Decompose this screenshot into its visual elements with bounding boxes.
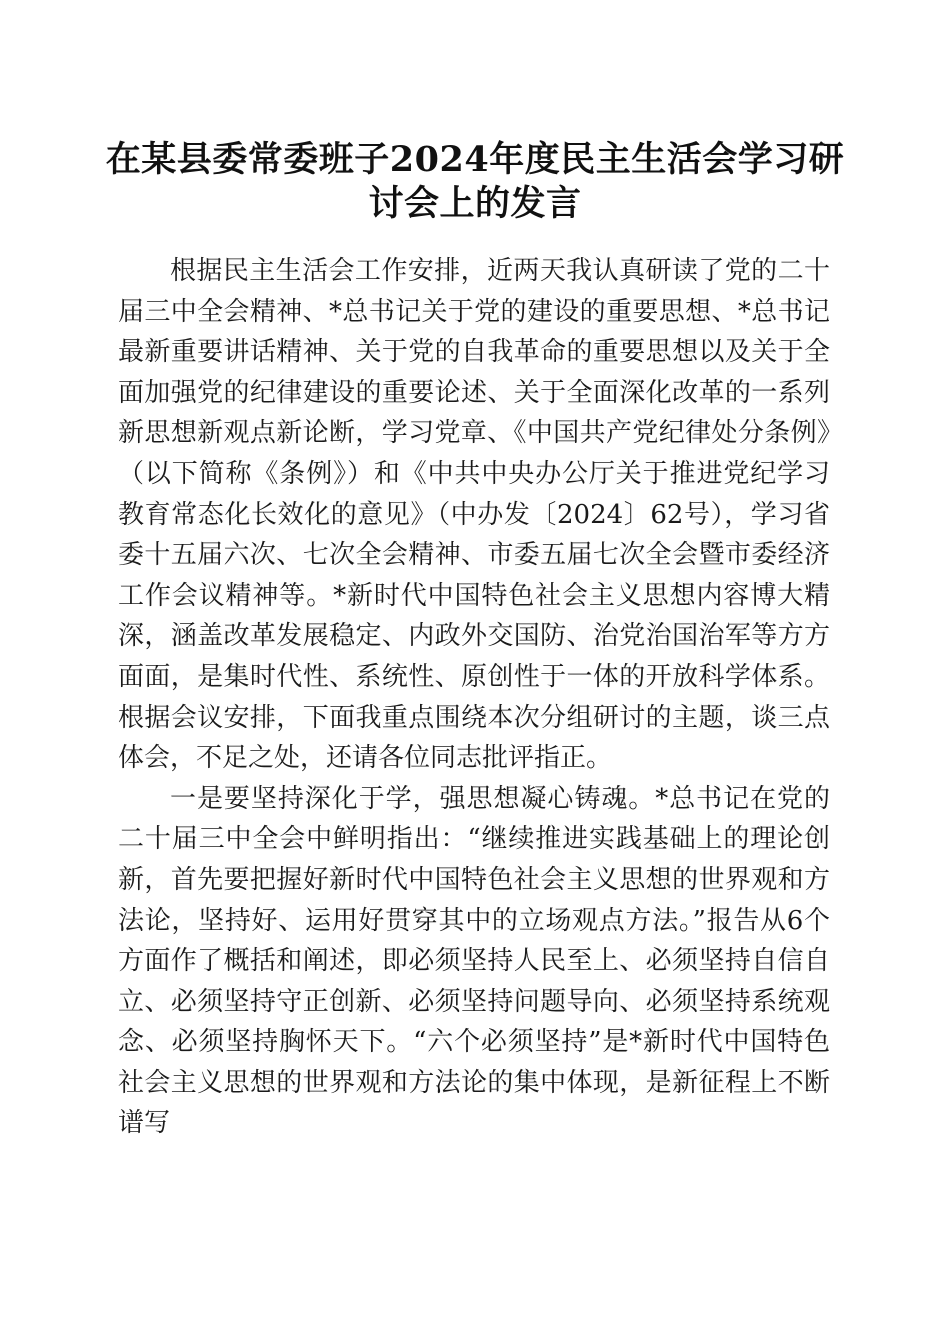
paragraph-intro: 根据民主生活会工作安排，近两天我认真研读了党的二十届三中全会精神、*总书记关于党的建设的重要思想、*总书记最新重要讲话精神、关于党的自我革命的重要思想以及关于全面加强党的纪律建设的重要论述、关于全面深化改革的一系列新思想新观点新论断，学习党章、《中国共产党纪律处分条例》（以下简称《条例》）和《中共中央办公厅关于推进党纪学习教育常态化长效化的意见》（中办发〔2024〕62号），学习省委十五届六次、七次全会精神、市委五届七次全会暨市委经济工作会议精神等。*新时代中国特色社会主义思想内容博大精深，涵盖改革发展稳定、内政外交国防、治党治国治军等方方面面，是集时代性、系统性、原创性于一体的开放科学体系。根据会议安排，下面我重点围绕本次分组研讨的主题，谈三点体会，不足之处，还请各位同志批评指正。	[118, 256, 830, 774]
document-title: 在某县委常委班子2024年度民主生活会学习研讨会上的发言	[105, 139, 845, 224]
document-body	[118, 251, 830, 1144]
paragraph-point-one: 一是要坚持深化于学，强思想凝心铸魂。*总书记在党的二十届三中全会中鲜明指出：“继续推进实践基础上的理论创新，首先要把握好新时代中国特色社会主义思想的世界观和方法论，坚持好、运用好贯穿其中的立场观点方法。”报告从6个方面作了概括和阐述，即必须坚持人民至上、必须坚持自信自立、必须坚持守正创新、必须坚持问题导向、必须坚持系统观念、必须坚持胸怀天下。“六个必须坚持”是*新时代中国特色社会主义思想的世界观和方法论的集中体现，是新征程上不断谱写	[118, 783, 830, 1139]
